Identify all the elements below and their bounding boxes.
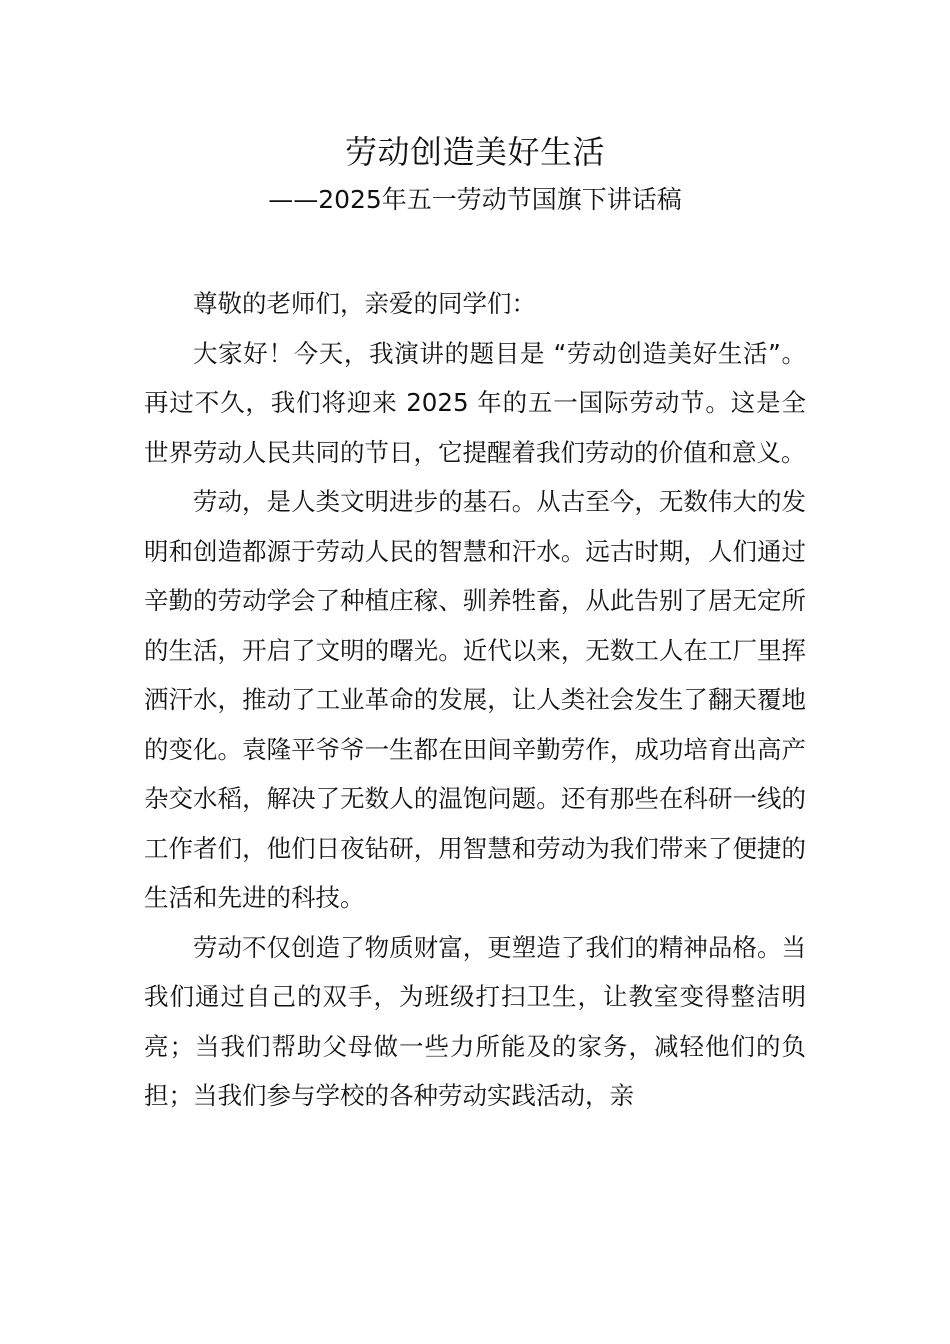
salutation: 尊敬的老师们，亲爱的同学们： [193,289,536,318]
document-subtitle: ——2025年五一劳动节国旗下讲话稿 [268,185,682,214]
paragraph: 大家好！今天，我演讲的题目是 “劳动创造美好生活”。再过不久，我们将迎来 2025 年的五一国际劳动节。这是全世界劳动人民共同的节日，它提醒着我们劳动的价值和意义。 [144,338,806,467]
paragraph: 劳动不仅创造了物质财富，更塑造了我们的精神品格。当我们通过自己的双手，为班级打扫卫生，让教室变得整洁明亮；当我们帮助父母做一些力所能及的家务，减轻他们的负担；当我们参与学校的各种劳动实践活动，亲 [144,932,806,1110]
document-body [144,279,806,1121]
paragraph: 劳动，是人类文明进步的基石。从古至今，无数伟大的发明和创造都源于劳动人民的智慧和汗水。远古时期，人们通过辛勤的劳动学会了种植庄稼、驯养牲畜，从此告别了居无定所的生活，开启了文明的曙光。近代以来，无数工人在工厂里挥洒汗水，推动了工业革命的发展，让人类社会发生了翻天覆地的变化。袁隆平爷爷一生都在田间辛勤劳作，成功培育出高产杂交水稻，解决了无数人的温饱问题。还有那些在科研一线的工作者们，他们日夜钻研，用智慧和劳动为我们带来了便捷的生活和先进的科技。 [144,487,806,912]
document-title: 劳动创造美好生活 [344,133,605,171]
